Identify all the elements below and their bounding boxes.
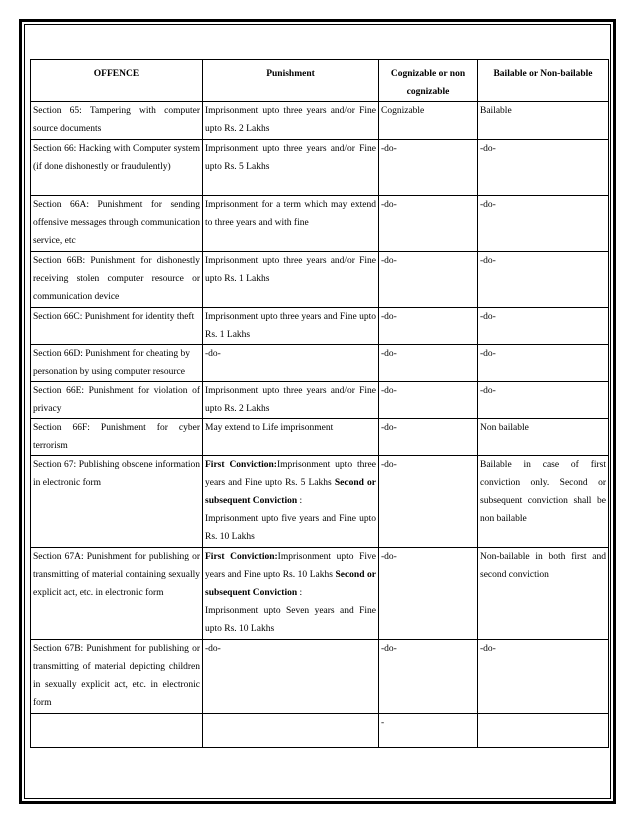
cognizable-cell: -do- — [379, 345, 478, 382]
offence-cell: Section 67A: Punishment for publishing or transmitting of material containing sexually explicit act, etc. in electronic form — [31, 548, 203, 640]
cognizable-cell: -do- — [379, 456, 478, 548]
empty-cell — [203, 714, 379, 748]
offences-table — [30, 59, 609, 748]
table-row — [31, 548, 609, 640]
bailable-cell: -do- — [478, 252, 609, 308]
cognizable-cell: -do- — [379, 196, 478, 252]
subsequent-conviction-label: Second or subsequent Conviction — [205, 570, 377, 598]
bailable-cell: -do- — [478, 196, 609, 252]
table-row — [31, 382, 609, 419]
table-row — [31, 102, 609, 140]
first-conviction-label: First Conviction: — [205, 460, 277, 470]
offence-cell: Section 65: Tampering with computer source documents — [31, 102, 203, 140]
table-row — [31, 345, 609, 382]
bailable-cell: Bailable in case of first conviction only. Second or subsequent conviction shall be non bailable — [478, 456, 609, 548]
cognizable-cell: -do- — [379, 382, 478, 419]
punishment-cell: -do- — [203, 345, 379, 382]
punishment-cell: Imprisonment upto three years and/or Fine upto Rs. 1 Lakhs — [203, 252, 379, 308]
empty-cell — [31, 714, 203, 748]
header-bailable: Bailable or Non-bailable — [478, 60, 609, 102]
offence-cell: Section 66B: Punishment for dishonestly receiving stolen computer resource or communication device — [31, 252, 203, 308]
punishment-cell: -do- — [203, 640, 379, 714]
punishment-cell — [203, 548, 379, 640]
table-row — [31, 419, 609, 456]
offence-cell: Section 66D: Punishment for cheating by personation by using computer resource — [31, 345, 203, 382]
punishment-cell: Imprisonment upto three years and/or Fine upto Rs. 2 Lakhs — [203, 382, 379, 419]
bailable-cell: -do- — [478, 140, 609, 196]
table-row — [31, 640, 609, 714]
offence-cell: Section 66C: Punishment for identity theft — [31, 308, 203, 345]
subsequent-conviction-text: : Imprisonment upto five years and Fine upto Rs. 10 Lakhs — [205, 496, 376, 542]
punishment-cell: Imprisonment upto three years and/or Fine upto Rs. 2 Lakhs — [203, 102, 379, 140]
subsequent-conviction-text: : Imprisonment upto Seven years and Fine upto Rs. 10 Lakhs — [205, 588, 376, 634]
punishment-cell: May extend to Life imprisonment — [203, 419, 379, 456]
table-row — [31, 252, 609, 308]
cognizable-cell: -do- — [379, 140, 478, 196]
header-punishment: Punishment — [203, 60, 379, 102]
table-row-empty — [31, 714, 609, 748]
bailable-cell: Non-bailable in both first and second conviction — [478, 548, 609, 640]
punishment-cell: Imprisonment upto three years and Fine upto Rs. 1 Lakhs — [203, 308, 379, 345]
table-row — [31, 140, 609, 196]
table-row — [31, 196, 609, 252]
cognizable-cell: -do- — [379, 308, 478, 345]
table-row — [31, 308, 609, 345]
cognizable-cell: -do- — [379, 640, 478, 714]
offence-cell: Section 66F: Punishment for cyber terrorism — [31, 419, 203, 456]
bailable-cell: -do- — [478, 382, 609, 419]
cognizable-cell: Cognizable — [379, 102, 478, 140]
first-conviction-label: First Conviction: — [205, 552, 278, 562]
table-row — [31, 456, 609, 548]
first-conviction-text: Imprisonment upto Five years and Fine upto Rs. 10 Lakhs — [205, 552, 376, 580]
header-cognizable: Cognizable or non cognizable — [379, 60, 478, 102]
bailable-cell: -do- — [478, 345, 609, 382]
cognizable-cell: - — [379, 714, 478, 748]
empty-cell — [478, 714, 609, 748]
table-header-row — [31, 60, 609, 102]
bailable-cell: Bailable — [478, 102, 609, 140]
punishment-cell: Imprisonment for a term which may extend to three years and with fine — [203, 196, 379, 252]
bailable-cell: -do- — [478, 640, 609, 714]
punishment-cell: Imprisonment upto three years and/or Fine upto Rs. 5 Lakhs — [203, 140, 379, 196]
offence-cell: Section 66: Hacking with Computer system (if done dishonestly or fraudulently) — [31, 140, 203, 196]
bailable-cell: Non bailable — [478, 419, 609, 456]
header-offence: OFFENCE — [31, 60, 203, 102]
offence-cell: Section 66A: Punishment for sending offensive messages through communication service, etc — [31, 196, 203, 252]
first-conviction-text: Imprisonment upto three years and Fine upto Rs. 5 Lakhs — [205, 460, 376, 488]
offence-cell: Section 67B: Punishment for publishing or transmitting of material depicting children in sexually explicit act, etc. in electronic form — [31, 640, 203, 714]
subsequent-conviction-label: Second or subsequent Conviction — [205, 478, 377, 506]
punishment-cell — [203, 456, 379, 548]
offence-cell: Section 66E: Punishment for violation of privacy — [31, 382, 203, 419]
cognizable-cell: -do- — [379, 252, 478, 308]
cognizable-cell: -do- — [379, 419, 478, 456]
cognizable-cell: -do- — [379, 548, 478, 640]
offence-cell: Section 67: Publishing obscene information in electronic form — [31, 456, 203, 548]
bailable-cell: -do- — [478, 308, 609, 345]
